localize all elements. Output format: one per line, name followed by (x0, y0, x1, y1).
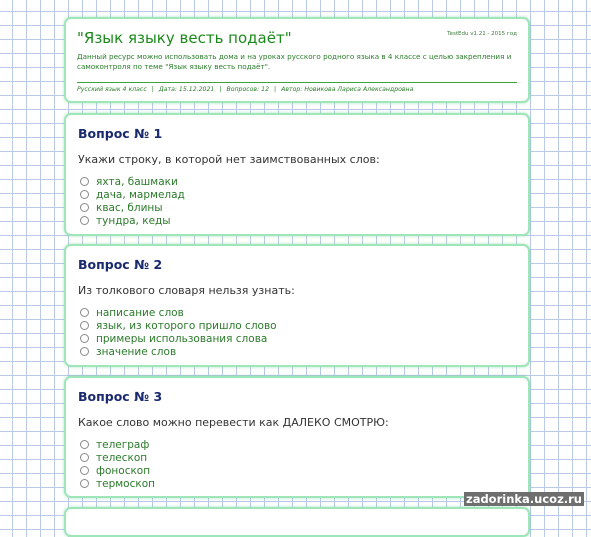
version-label: TestEdu v1.21 - 2015 год (447, 31, 517, 37)
meta-question-count: Вопросов: 12 (226, 86, 270, 93)
answer-option[interactable] (80, 477, 155, 490)
meta-separator: | (274, 86, 277, 93)
radio-button[interactable] (80, 479, 89, 488)
radio-button[interactable] (80, 203, 89, 212)
test-description: Данный ресурс можно использовать дома и на уроках русского родного языка в 4 классе с целью закрепления и самоконтроля по теме "Язык языку весть подаёт". (77, 52, 512, 71)
answer-option[interactable] (80, 464, 155, 477)
radio-button[interactable] (80, 308, 89, 317)
answer-label[interactable]: термоскоп (96, 477, 155, 490)
answer-options (80, 438, 155, 490)
question-title: Вопрос № 3 (78, 389, 163, 404)
radio-button[interactable] (80, 190, 89, 199)
radio-button[interactable] (80, 216, 89, 225)
meta-separator: | (151, 86, 154, 93)
header-divider (77, 82, 517, 83)
answer-option[interactable] (80, 345, 277, 358)
answer-label[interactable]: фоноскоп (96, 464, 151, 477)
test-header-card (64, 17, 530, 103)
radio-button[interactable] (80, 321, 89, 330)
site-watermark: zadorinka.ucoz.ru (466, 492, 582, 506)
answer-option[interactable] (80, 438, 155, 451)
test-meta (77, 86, 413, 93)
question-text: Укажи строку, в которой нет заимствованных слов: (78, 153, 380, 166)
answer-label[interactable]: язык, из которого пришло слово (96, 319, 277, 332)
question-card-3 (64, 376, 530, 498)
answer-options (80, 306, 277, 358)
test-title: "Язык языку весть подаёт" (77, 29, 292, 47)
answer-label[interactable]: дача, мармелад (96, 188, 185, 201)
radio-button[interactable] (80, 334, 89, 343)
answer-option[interactable] (80, 175, 185, 188)
question-text: Из толкового словаря нельзя узнать: (78, 284, 295, 297)
question-card-1 (64, 113, 530, 236)
answer-label[interactable]: телескоп (96, 451, 148, 464)
answer-option[interactable] (80, 451, 155, 464)
answer-label[interactable]: яхта, башмаки (96, 175, 178, 188)
meta-subject: Русский язык 4 класс (77, 86, 147, 93)
answer-option[interactable] (80, 214, 185, 227)
radio-button[interactable] (80, 177, 89, 186)
answer-option[interactable] (80, 319, 277, 332)
answer-label[interactable]: примеры использования слова (96, 332, 268, 345)
answer-label[interactable]: тундра, кеды (96, 214, 171, 227)
meta-separator: | (219, 86, 222, 93)
radio-button[interactable] (80, 453, 89, 462)
answer-option[interactable] (80, 188, 185, 201)
answer-label[interactable]: квас, блины (96, 201, 163, 214)
meta-date: Дата: 15.12.2021 (158, 86, 215, 93)
radio-button[interactable] (80, 440, 89, 449)
radio-button[interactable] (80, 466, 89, 475)
meta-author: Автор: Новикова Лариса Александровна (281, 86, 414, 93)
answer-option[interactable] (80, 306, 277, 319)
answer-label[interactable]: телеграф (96, 438, 150, 451)
question-title: Вопрос № 2 (78, 257, 163, 272)
answer-options (80, 175, 185, 227)
question-card-2 (64, 244, 530, 367)
question-title: Вопрос № 1 (78, 126, 163, 141)
answer-option[interactable] (80, 332, 277, 345)
answer-label[interactable]: значение слов (96, 345, 177, 358)
answer-label[interactable]: написание слов (96, 306, 184, 319)
radio-button[interactable] (80, 347, 89, 356)
answer-option[interactable] (80, 201, 185, 214)
question-text: Какое слово можно перевести как ДАЛЕКО СМОТРЮ: (78, 416, 389, 429)
